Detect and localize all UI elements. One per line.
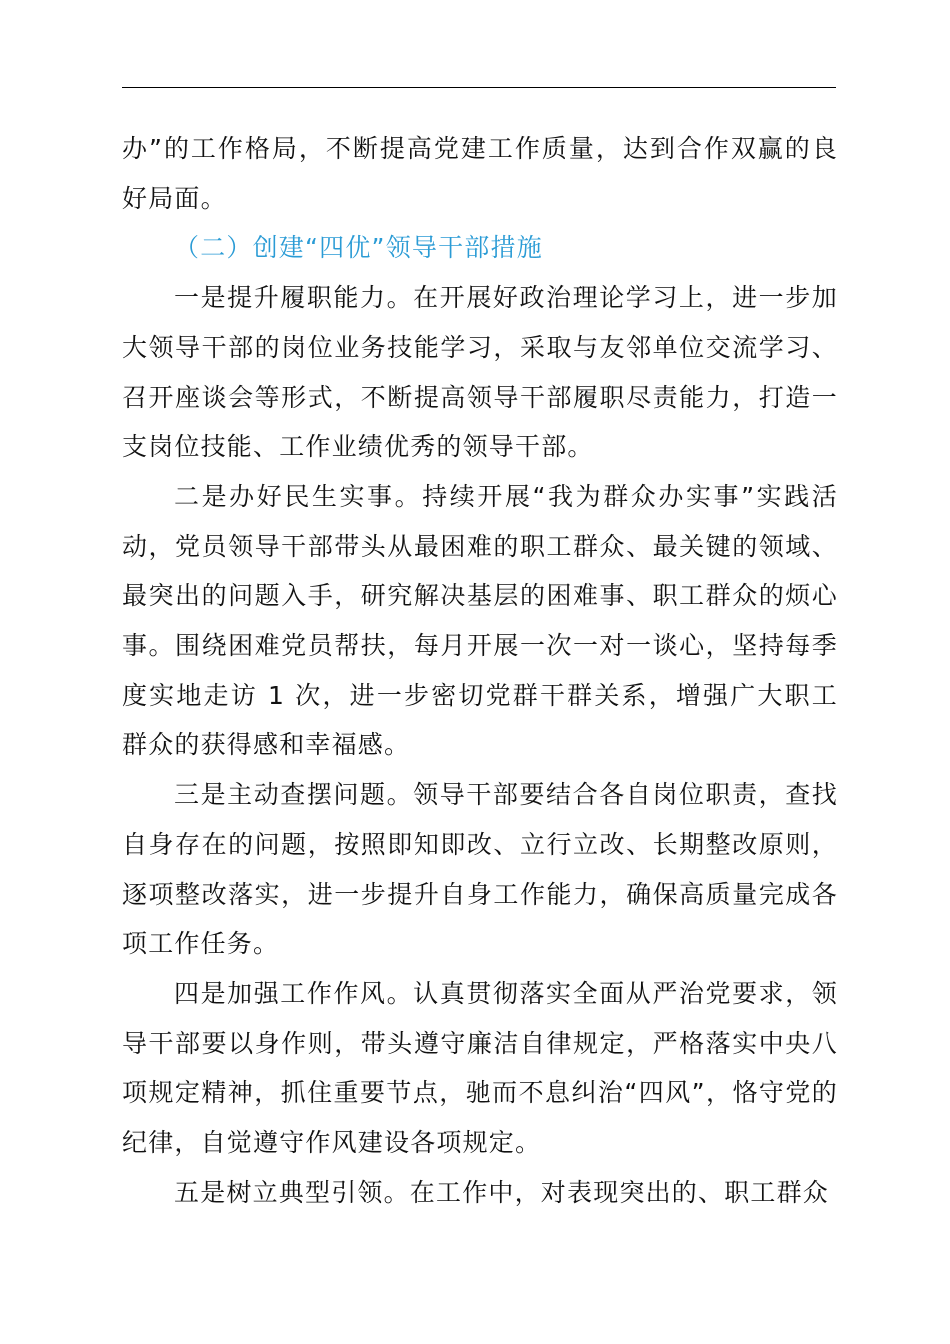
paragraph-measure-4: 四是加强工作作风。认真贯彻落实全面从严治党要求，领导干部要以身作则，带头遵守廉洁自律规定，严格落实中央八项规定精神，抓住重要节点，驰而不息纠治“四风”，恪守党的纪律，自觉遵守作风建设各项规定。: [122, 978, 838, 1158]
document-body: [122, 124, 838, 1217]
paragraph-measure-5: 五是树立典型引领。在工作中，对表现突出的、职工群众: [174, 1177, 830, 1207]
paragraph-continuation: 办”的工作格局，不断提高党建工作质量，达到合作双赢的良好局面。: [122, 134, 838, 213]
paragraph-measure-3: 三是主动查摆问题。领导干部要结合各自岗位职责，查找自身存在的问题，按照即知即改、立行立改、长期整改原则，逐项整改落实，进一步提升自身工作能力，确保高质量完成各项工作任务。: [122, 780, 838, 959]
section-heading: （二）创建“四优”领导干部措施: [174, 233, 543, 263]
paragraph-measure-1: 一是提升履职能力。在开展好政治理论学习上，进一步加大领导干部的岗位业务技能学习，采取与友邻单位交流学习、召开座谈会等形式，不断提高领导干部履职尽责能力，打造一支岗位技能、工作业绩优秀的领导干部。: [122, 283, 838, 462]
paragraph-measure-2: 二是办好民生实事。持续开展“我为群众办实事”实践活动，党员领导干部带头从最困难的职工群众、最关键的领域、最突出的问题入手，研究解决基层的困难事、职工群众的烦心事。围绕困难党员帮扶，每月开展一次一对一谈心，坚持每季度实地走访 1 次，进一步密切党群干群关系，增强广大职工群众的获得感和幸福感。: [122, 481, 838, 760]
header-rule: [122, 87, 836, 88]
